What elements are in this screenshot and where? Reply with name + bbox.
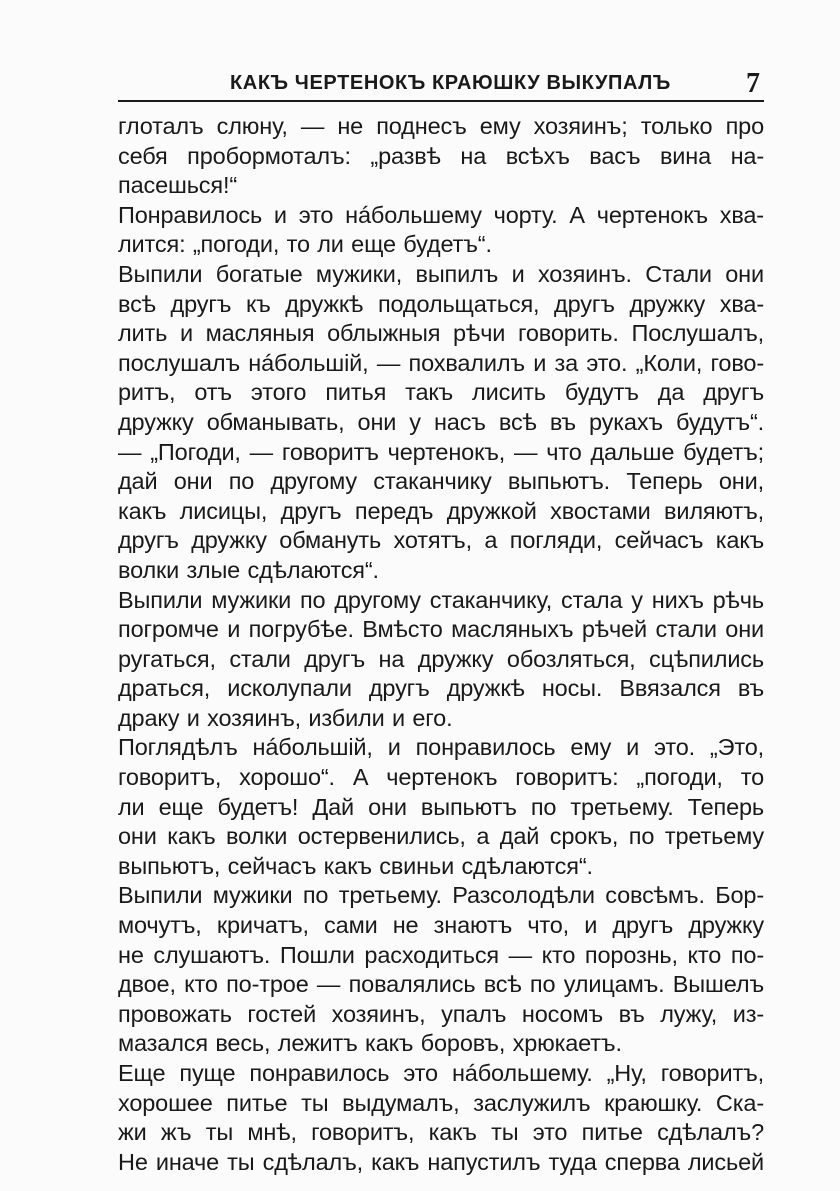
text-line: дружку обманывать, они у насъ всѣ въ рукахъ будутъ“.	[118, 408, 764, 435]
text-line: дай они по другому стаканчику выпьютъ. Теперь они,	[118, 468, 764, 495]
text-line: драку и хозяинъ, избили и его.	[118, 704, 453, 731]
text-line: какъ лисицы, другъ передъ дружкой хвостами виляютъ,	[118, 497, 764, 524]
text-line: мочутъ, кричатъ, сами не знаютъ что, и другъ дружку	[118, 912, 764, 939]
text-line: погромче и погрубѣе. Вмѣсто масляныхъ рѣчей стали они	[118, 616, 764, 643]
text-line: другъ дружку обмануть хотятъ, а погляди, сейчасъ какъ	[118, 527, 764, 554]
text-line: волки злые сдѣлаются“.	[118, 556, 379, 583]
text-line: не слушаютъ. Пошли расходиться — кто порознь, кто по-	[118, 941, 764, 968]
text-line: Понравилось и это нáбольшему чорту. А чертенокъ хва-	[118, 201, 764, 228]
text-line: послушалъ нáбольшій, — похвалилъ и за это. „Коли, гово-	[118, 349, 764, 376]
text-line: всѣ другъ къ дружкѣ подольщаться, другъ дружку хва-	[118, 290, 764, 317]
text-line: ли еще будетъ! Дай они выпьютъ по третьему. Теперь	[118, 793, 764, 820]
text-line: ругаться, стали другъ на дружку обозляться, сцѣпились	[118, 645, 764, 672]
book-page	[118, 68, 764, 1177]
text-line: мазался весь, лежитъ какъ боровъ, хрюкаетъ.	[118, 1030, 622, 1057]
text-line: Еще пуще понравилось это нáбольшему. „Ну, говоритъ,	[118, 1060, 764, 1086]
text-line: Поглядѣлъ нáбольшій, и понравилось ему и это. „Это,	[118, 734, 764, 761]
text-line: Выпили мужики по третьему. Разсолодѣли совсѣмъ. Бор-	[118, 882, 764, 909]
text-line: выпьютъ, сейчасъ какъ свиньи сдѣлаются“.	[118, 852, 593, 879]
text-line: драться, исколупали другъ дружкѣ носы. Ввязался въ	[118, 675, 764, 702]
text-line: они какъ волки остервенились, а дай срокъ, по третьему	[118, 823, 764, 850]
text-line: себя пробормоталъ: „развѣ на всѣхъ васъ вина на-	[118, 142, 764, 169]
page-number: 7	[746, 68, 760, 99]
text-line: Выпили богатые мужики, выпилъ и хозяинъ. Стали они	[118, 260, 764, 287]
text-line: ритъ, отъ этого питья такъ лисить будутъ да другъ	[118, 379, 764, 406]
running-title: КАКЪ ЧЕРТЕНОКЪ КРАЮШКУ ВЫКУПАЛЪ	[230, 72, 671, 94]
text-line: хорошее питье ты выдумалъ, заслужилъ краюшку. Ска-	[118, 1089, 764, 1116]
text-line: глоталъ слюну, — не поднесъ ему хозяинъ; только про	[118, 113, 764, 139]
text-line: жи жъ ты мнѣ, говоритъ, какъ ты это питье сдѣлалъ?	[118, 1119, 764, 1146]
text-line: говоритъ, хорошо“. А чертенокъ говоритъ: „погоди, то	[118, 764, 764, 791]
running-header	[118, 68, 764, 102]
text-line: Не иначе ты сдѣлалъ, какъ напустилъ туда сперва лисьей	[118, 1148, 764, 1175]
body-text	[118, 112, 764, 1177]
text-line: двое, кто по-трое — повалялись всѣ по улицамъ. Вышелъ	[118, 971, 764, 998]
text-line: провожать гостей хозяинъ, упалъ носомъ въ лужу, из-	[118, 1000, 764, 1027]
text-line: лить и масляныя облыжныя рѣчи говорить. Послушалъ,	[118, 320, 764, 347]
text-line: пасешься!“	[118, 172, 238, 199]
text-line: Выпили мужики по другому стаканчику, стала у нихъ рѣчь	[118, 586, 764, 613]
text-line: лится: „погоди, то ли еще будетъ“.	[118, 231, 492, 258]
text-line: — „Погоди, — говоритъ чертенокъ, — что дальше будетъ;	[118, 438, 764, 465]
